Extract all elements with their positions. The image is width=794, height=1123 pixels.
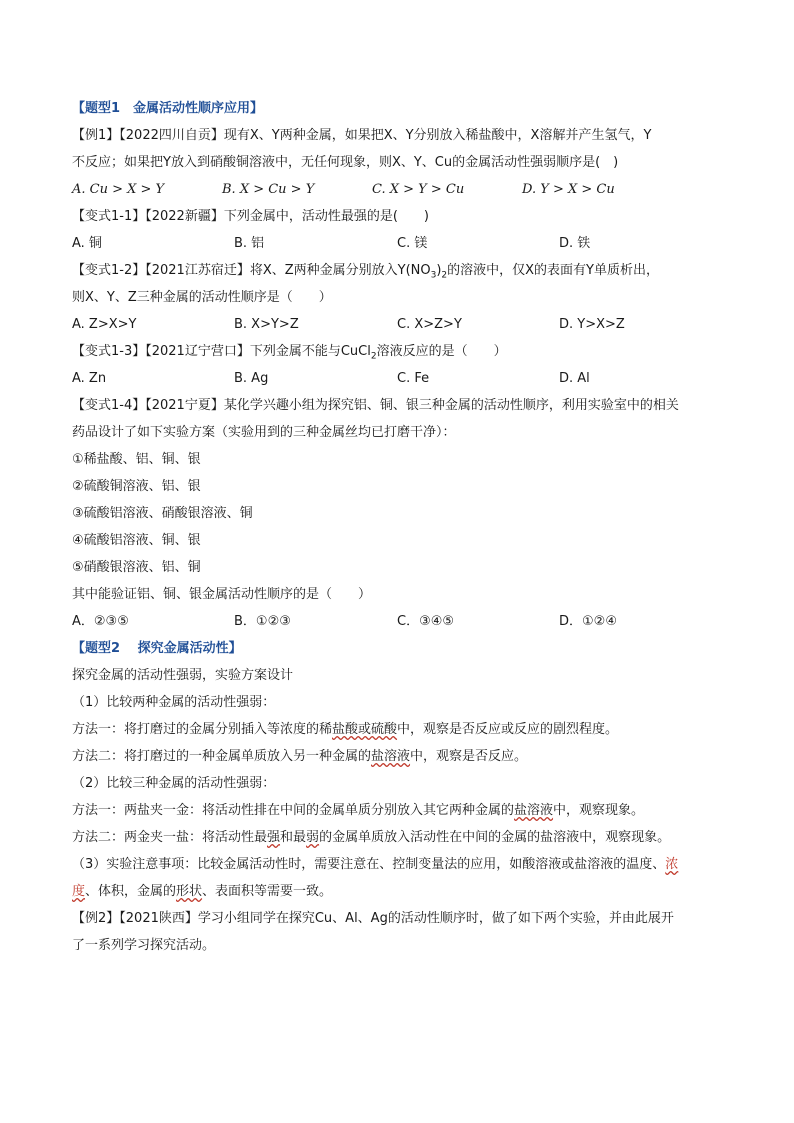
part-2-title: （2）比较三种金属的活动性强弱： xyxy=(72,776,276,791)
option-d: D. 铁 xyxy=(559,236,591,251)
note-text: 、体积，金属的 xyxy=(85,884,177,899)
keyword: 浓 xyxy=(665,857,679,872)
option-a: A. Cu > X > Y xyxy=(72,182,165,197)
option-a: A. Z>X>Y xyxy=(72,317,137,332)
option-c: C. X > Y > Cu xyxy=(372,182,465,197)
method-text: 方法二：将打磨过的一种金属单质放入另一种金属的 xyxy=(72,749,372,764)
variant-1-4-options xyxy=(72,608,722,635)
list-item: ②硫酸铜溶液、铝、银 xyxy=(72,479,201,494)
method-text: 方法一：将打磨过的金属分别插入等浓度的稀 xyxy=(72,722,333,737)
subscript: 2 xyxy=(370,351,377,362)
keyword: 度 xyxy=(72,884,86,899)
subscript: 2 xyxy=(441,270,448,281)
option-c: C. Fe xyxy=(397,371,430,386)
part-1-title: （1）比较两种金属的活动性强弱： xyxy=(72,695,276,710)
variant-1-1-line: 【变式1-1】【2022新疆】下列金属中，活动性最强的是( ) xyxy=(72,209,429,224)
option-a: A．②③⑤ xyxy=(72,614,129,629)
keyword: 盐酸或硫酸 xyxy=(332,722,398,737)
option-d: D. Y>X>Z xyxy=(559,317,625,332)
section-heading-1: 【题型1 金属活动性顺序应用】 xyxy=(72,101,264,116)
option-d: D. Y > X > Cu xyxy=(522,182,615,197)
part-1-method-1 xyxy=(72,716,722,743)
variant-1-4-question: 其中能验证铝、铜、银金属活动性顺序的是（ ） xyxy=(72,587,372,602)
variant-1-2-text-b: ) xyxy=(436,263,442,278)
list-item: ⑤硝酸银溶液、铝、铜 xyxy=(72,560,201,575)
document-page xyxy=(72,95,722,959)
method-text: 方法一：两盐夹一金：将活动性排在中间的金属单质分别放入其它两种金属的 xyxy=(72,803,515,818)
keyword: 形状 xyxy=(176,884,203,899)
option-b: B．①②③ xyxy=(234,614,291,629)
variant-1-2-text-c: 的溶液中，仅X的表面有Y单质析出， xyxy=(447,263,660,278)
variant-1-3-text-a: 【变式1-3】【2021辽宁营口】下列金属不能与CuCl xyxy=(72,344,371,359)
method-text: 和最 xyxy=(280,830,307,845)
option-b: B. Ag xyxy=(234,371,269,386)
method-text: 的金属单质放入活动性在中间的金属的盐溶液中，观察现象。 xyxy=(319,830,671,845)
example-1-line-1: 【例1】【2022四川自贡】现有X、Y两种金属，如果把X、Y分别放入稀盐酸中，X溶解并产生氢气，Y xyxy=(72,128,652,143)
part-3-line-1 xyxy=(72,851,722,878)
list-item: ③硫酸铝溶液、硝酸银溶液、铜 xyxy=(72,506,253,521)
option-a: A. 铜 xyxy=(72,236,102,251)
option-a: A. Zn xyxy=(72,371,107,386)
method-text: 中，观察现象。 xyxy=(553,803,645,818)
example-2-line-2: 了一系列学习探究活动。 xyxy=(72,938,216,953)
keyword: 盐溶液 xyxy=(371,749,411,764)
option-b: B. X > Cu > Y xyxy=(222,182,315,197)
example-1-line-2: 不反应；如果把Y放入到硝酸铜溶液中，无任何现象，则X、Y、Cu的金属活动性强弱顺序是( ) xyxy=(72,155,619,170)
variant-1-2-text-a: 【变式1-2】【2021江苏宿迁】将X、Z两种金属分别放入Y(NO xyxy=(72,263,431,278)
method-text: 方法二：两金夹一盐：将活动性最 xyxy=(72,830,268,845)
keyword: 弱 xyxy=(306,830,320,845)
example-1-options xyxy=(72,176,722,203)
keyword: 强 xyxy=(267,830,281,845)
variant-1-4-line-2: 药品设计了如下实验方案（实验用到的三种金属丝均已打磨干净）： xyxy=(72,425,456,440)
variant-1-2-line-2: 则X、Y、Z三种金属的活动性顺序是（ ） xyxy=(72,290,332,305)
subscript: 3 xyxy=(430,270,437,281)
option-c: C．③④⑤ xyxy=(397,614,455,629)
option-b: B. 铝 xyxy=(234,236,265,251)
variant-1-3-options xyxy=(72,365,722,392)
part-3-line-2 xyxy=(72,878,722,905)
method-text: 中，观察是否反应或反应的剧烈程度。 xyxy=(397,722,619,737)
variant-1-4-line-1: 【变式1-4】【2021宁夏】某化学兴趣小组为探究铝、铜、银三种金属的活动性顺序，利用实验室中的相关 xyxy=(72,398,679,413)
method-text: 中，观察是否反应。 xyxy=(410,749,528,764)
option-c: C. 镁 xyxy=(397,236,428,251)
note-text: 、表面积等需要一致。 xyxy=(202,884,333,899)
option-d: D．①②④ xyxy=(559,614,617,629)
section-2-intro: 探究金属的活动性强弱，实验方案设计 xyxy=(72,668,294,683)
variant-1-2-options xyxy=(72,311,722,338)
option-c: C. X>Z>Y xyxy=(397,317,462,332)
list-item: ①稀盐酸、铝、铜、银 xyxy=(72,452,201,467)
variant-1-2-line-1 xyxy=(72,257,722,284)
part-1-method-2 xyxy=(72,743,722,770)
part-2-method-1 xyxy=(72,797,722,824)
keyword: 盐溶液 xyxy=(514,803,554,818)
variant-1-1-options xyxy=(72,230,722,257)
option-b: B. X>Y>Z xyxy=(234,317,299,332)
example-2-line-1: 【例2】【2021陕西】学习小组同学在探究Cu、Al、Ag的活动性顺序时，做了如下两个实验，并由此展开 xyxy=(72,911,674,926)
section-heading-2: 【题型2 探究金属活动性】 xyxy=(72,641,242,656)
variant-1-3-text-b: 溶液反应的是（ ） xyxy=(376,344,507,359)
note-text: （3）实验注意事项：比较金属活动性时，需要注意在、控制变量法的应用，如酸溶液或盐溶液的温度、 xyxy=(72,857,666,872)
option-d: D. Al xyxy=(559,371,590,386)
variant-1-3-line xyxy=(72,338,722,365)
part-2-method-2 xyxy=(72,824,722,851)
list-item: ④硫酸铝溶液、铜、银 xyxy=(72,533,201,548)
